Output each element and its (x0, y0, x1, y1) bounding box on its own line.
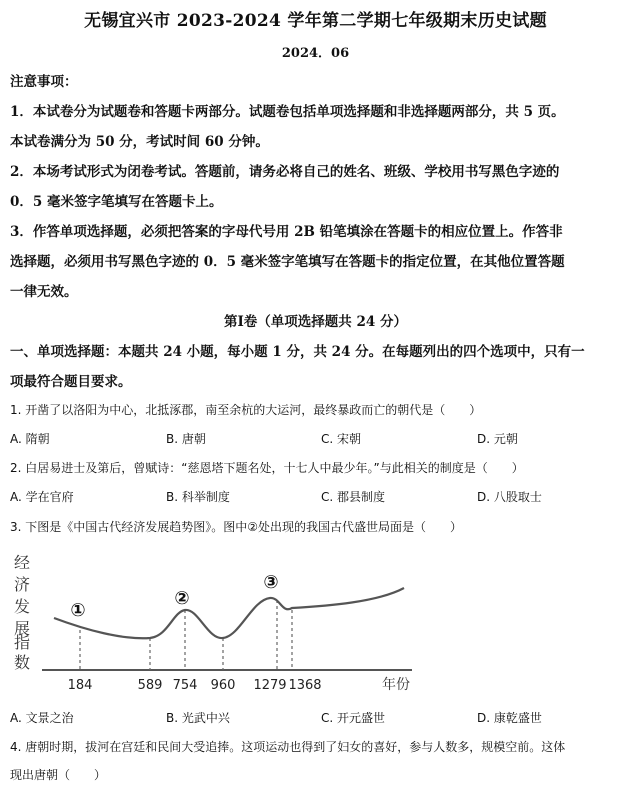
notice-line: 1．本试卷分为试题卷和答题卡两部分。试题卷包括单项选择题和非选择题两部分，共 5 页。 (10, 104, 565, 120)
question-4-text: 4. 唐朝时期，拔河在宫廷和民间大受追捧。这项运动也得到了妇女的喜好，参与人数多，规模空前。这体 (10, 740, 566, 754)
notice-line: 0．5 毫米签字笔填写在答题卡上。 (10, 194, 223, 210)
x-tick-label: 754 (172, 678, 198, 693)
notice-line: 3．作答单项选择题，必须把答案的字母代号用 2B 铅笔填涂在答题卡的相应位置上。作答非 (10, 224, 563, 240)
marker-1: ① (70, 600, 86, 621)
ylabel-char: 发 (13, 597, 31, 616)
option-b: B. 唐朝 (166, 432, 206, 446)
x-tick-label: 1368 (288, 678, 322, 693)
economic-trend-chart (8, 544, 428, 694)
option-d: D. 八股取士 (477, 490, 542, 504)
marker-3: ③ (263, 572, 279, 593)
option-a: A. 隋朝 (10, 432, 50, 446)
ylabel-char: 济 (13, 575, 31, 594)
notice-heading: 注意事项： (10, 74, 78, 90)
question-3-options (10, 709, 625, 727)
x-axis-label: 年份 (382, 677, 410, 693)
chart-svg (8, 544, 428, 694)
exam-title: 无锡宜兴市 2023-2024 学年第二学期七年级期末历史试题 (84, 11, 547, 31)
option-c: C. 宋朝 (321, 432, 362, 446)
section-title: 第Ⅰ卷（单项选择题共 24 分） (223, 314, 407, 330)
exam-date: 2024．06 (281, 46, 350, 61)
question-1-options (10, 430, 625, 448)
question-2-text: 2. 白居易进士及第后，曾赋诗：“慈恩塔下题名处，十七人中最少年。”与此相关的制度是（ ） (10, 461, 524, 475)
option-a: A. 学在官府 (10, 490, 74, 504)
question-2-options (10, 488, 625, 506)
ylabel-char: 展 (13, 619, 31, 638)
notice-line: 2．本场考试形式为闭卷考试。答题前，请务必将自己的姓名、班级、学校用书写黑色字迹的 (10, 164, 560, 180)
notice-line: 选择题，必须用书写黑色字迹的 0．5 毫米签字笔填写在答题卡的指定位置，在其他位置答题 (10, 254, 565, 270)
marker-2: ② (174, 588, 190, 609)
section-intro: 一、单项选择题：本题共 24 小题，每小题 1 分，共 24 分。在每题列出的四个选项中，只有一 (10, 344, 585, 360)
option-d: D. 元朝 (477, 432, 518, 446)
option-b: B. 科举制度 (166, 490, 230, 504)
option-b: B. 光武中兴 (166, 711, 230, 725)
x-tick-label: 1279 (253, 678, 287, 693)
x-tick-label: 589 (137, 678, 163, 693)
option-d: D. 康乾盛世 (477, 711, 542, 725)
option-a: A. 文景之治 (10, 711, 74, 725)
x-tick-label: 960 (210, 678, 236, 693)
ylabel-char: 指 (13, 633, 31, 652)
question-4-text-cont: 现出唐朝（ ） (10, 768, 107, 782)
notice-line: 本试卷满分为 50 分，考试时间 60 分钟。 (10, 134, 269, 150)
trend-line (54, 588, 404, 638)
ylabel-char: 经 (13, 553, 31, 572)
x-tick-label: 184 (67, 678, 93, 693)
ylabel-char: 数 (13, 653, 31, 672)
option-c: C. 郡县制度 (321, 490, 386, 504)
question-3-text: 3. 下图是《中国古代经济发展趋势图》。图中②处出现的我国古代盛世局面是（ ） (10, 520, 463, 534)
option-c: C. 开元盛世 (321, 711, 386, 725)
question-1-text: 1. 开凿了以洛阳为中心，北抵涿郡，南至余杭的大运河，最终暴政而亡的朝代是（ ） (10, 403, 482, 417)
notice-line: 一律无效。 (10, 284, 78, 300)
section-intro: 项最符合题目要求。 (10, 374, 132, 390)
